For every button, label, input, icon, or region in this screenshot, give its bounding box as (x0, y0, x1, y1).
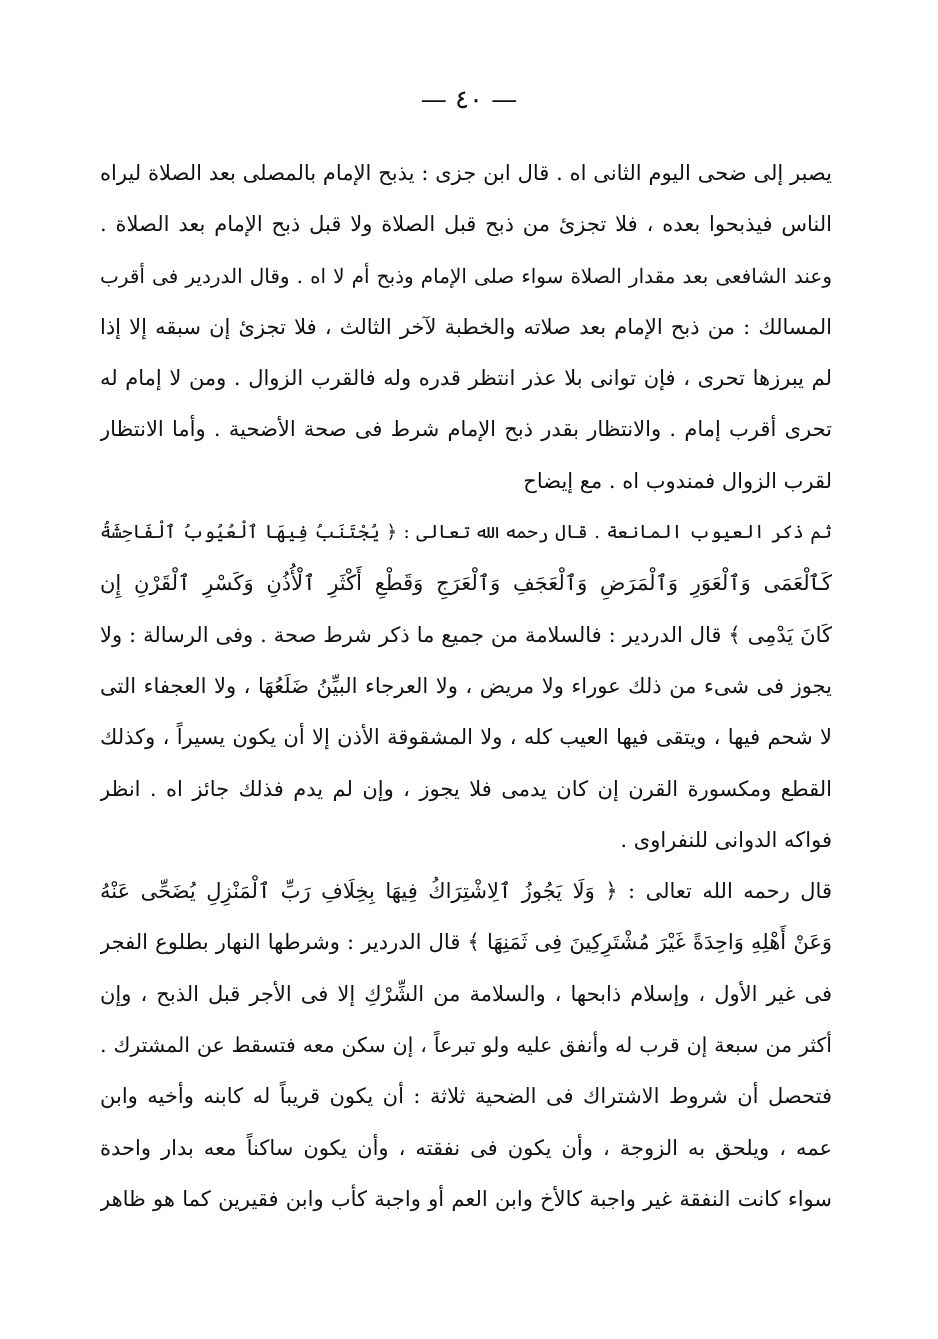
text-line: لقرب الزوال فمندوب اه . مع إيضاح (523, 468, 832, 493)
text-line: لم يبرزها تحرى ، فإن توانى بلا عذر انتظر قدره وله فالقرب الزوال . ومن لا إمام له (100, 366, 832, 391)
text-line: عمه ، ويلحق به الزوجة ، وأن يكون فى نفقته ، وأن يكون ساكناً معه بدار واحدة (100, 1135, 832, 1160)
text-line: فى غير الأول ، وإسلام ذابحها ، والسلامة من الشِّرْكِ إلا فى الأجر قبل الذبح ، وإن (100, 981, 832, 1006)
text-line: وعند الشافعى بعد مقدار الصلاة سواء صلى الإمام وذبح أم لا اه . وقال الدردير فى أقرب (100, 263, 832, 288)
text-line: المسالك : من ذبح الإمام بعد صلاته والخطبة لآخر الثالث ، فلا تجزئ إن سبقه إلا إذا (100, 314, 832, 339)
text-line: يجوز فى شىء من ذلك عوراء ولا مريض ، ولا العرجاء البيِّنُ ضَلَعُهَا ، ولا العجفاء التى (100, 673, 832, 698)
text-line: سواء كانت النفقة غير واجبة كالأخ وابن العم أو واجبة كأب وابن فقيرين كما هو ظاهر (100, 1186, 832, 1211)
text-line: كَانَ يَدْمِى ﴾ قال الدردير : فالسلامة من جميع ما ذكر شرط صحة . وفى الرسالة : ولا (100, 622, 832, 647)
text-line: القطع ومكسورة القرن إن كان يدمى فلا يجوز ، وإن لم يدم فذلك جائز اه . انظر (100, 776, 832, 801)
text-line: فواكه الدوانى للنفراوى . (620, 827, 832, 852)
text-line: لا شحم فيها ، ويتقى فيها العيب كله ، ولا المشقوقة الأذن إلا أن يكون يسيراً ، وكذلك (100, 725, 832, 750)
page-number: — ٤٠ — (420, 85, 518, 115)
text-line: كَٱلْعَمَى وَٱلْعَوَرِ وَٱلْمَرَضِ وَٱلْعَجَفِ وَٱلْعَرَجِ وَقَطْعِ أَكْثَرِ ٱلْأُذُنِ وَكَسْرِ ٱلْقَرْنِ إِن (100, 571, 832, 596)
body-text (100, 148, 832, 1225)
text-line: فتحصل أن شروط الاشتراك فى الضحية ثلاثة : أن يكون قريباً له كابنه وأخيه وابن (100, 1084, 832, 1109)
text-line: تحرى أقرب إمام . والانتظار بقدر ذبح الإمام شرط فى صحة الأضحية . وأما الانتظار (100, 417, 832, 442)
text-line: يصبر إلى ضحى اليوم الثانى اه . قال ابن جزى : يذبح الإمام بالمصلى بعد الصلاة ليراه (100, 161, 832, 185)
text-line: وَعَنْ أَهْلِهِ وَاحِدَةً غَيْرَ مُشْتَرِكِينَ فِى ثَمَنِهَا ﴾ قال الدردير : وشرطها النهار بطلوع الفجر (100, 930, 832, 955)
text-line: ثم ذكر العيوب المانعة . قال رحمه الله تعالى : ﴿ يُجْتَنَبُ فِيهَا ٱلْعُيُوبُ ٱلْفَاحِشَةُ (100, 522, 832, 544)
text-line: قال رحمه الله تعالى : ﴿ وَلَا يَجُوزُ ٱلِاشْتِرَاكُ فِيهَا بِخِلَافِ رَبِّ ٱلْمَنْزِلِ يُضَحِّى عَنْهُ (100, 879, 832, 904)
text-line: أكثر من سبعة إن قرب له وأنفق عليه ولو تبرعاً ، إن سكن معه فتسقط عن المشترك . (100, 1033, 832, 1058)
text-line: الناس فيذبحوا بعده ، فلا تجزئ من ذبح قبل الصلاة ولا قبل ذبح الإمام بعد الصلاة . (100, 212, 832, 237)
